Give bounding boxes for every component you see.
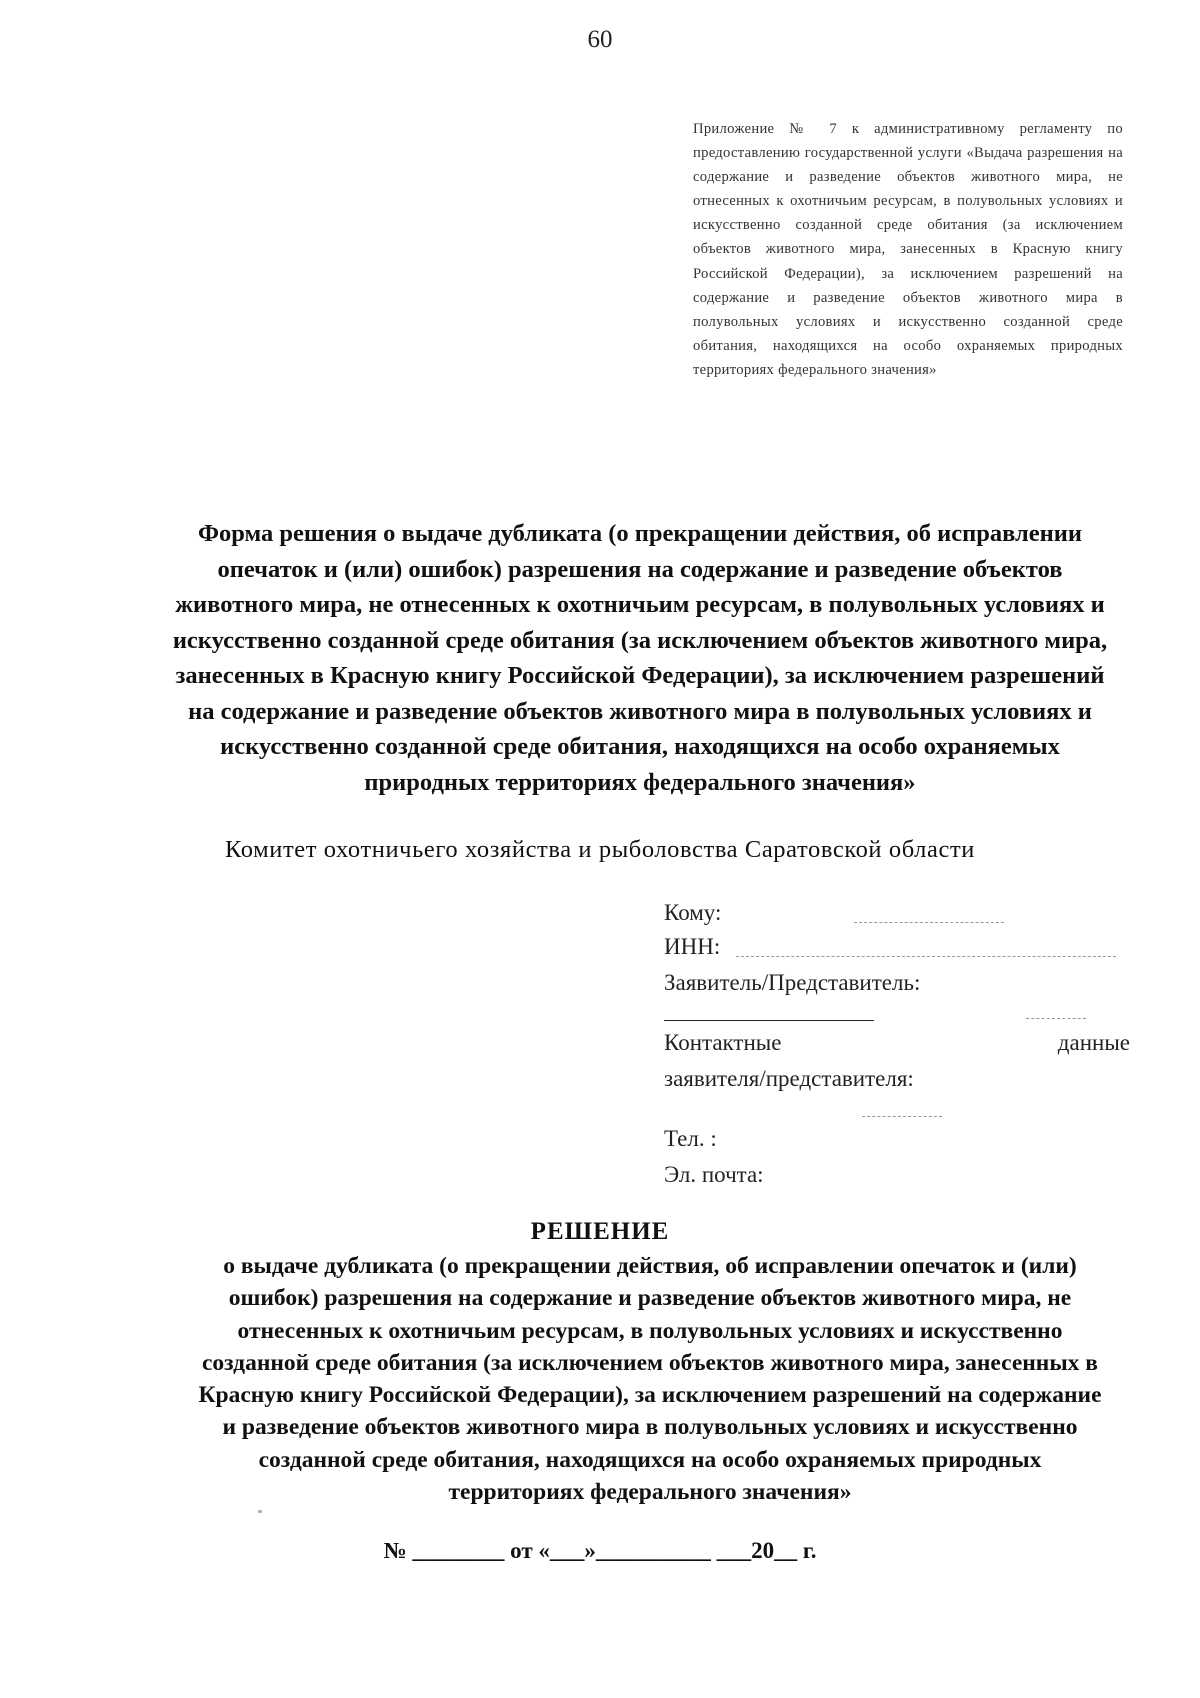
appendix-note: Приложение № 7 к административному регламенту по предоставлению государственной услуги «Выдача разрешения на содержание и разведение объектов животного мира, не отнесенных к охотничьим ресурсам, в полувольных условиях и искусственно созданной среде обитания (за исключением объектов животного мира, занесенных в Красную книгу Российской Федерации), за исключением разрешений на содержание и разведение объектов животного мира в полувольных условиях и искусственно созданной среде обитания, находящихся на особо охраняемых природных территориях федерального значения»	[693, 121, 1123, 378]
contact-label-right: данные	[1057, 1030, 1130, 1055]
to-label: Кому:	[664, 900, 722, 925]
decision-number-date-line: № ________ от «___»__________ ___20__ г.	[383, 1538, 817, 1563]
contact-label-left: Контактные	[664, 1030, 782, 1055]
page-number: 60	[587, 26, 613, 53]
applicant-field-extension[interactable]	[1026, 1018, 1086, 1019]
email-label: Эл. почта:	[664, 1162, 764, 1187]
scan-artifact	[258, 1510, 262, 1513]
contact-label-second: заявителя/представителя:	[664, 1066, 914, 1091]
decision-subject: о выдаче дубликата (о прекращении действия, об исправлении опечаток и (или) ошибок) разрешения на содержание и разведение объектов животного мира, не отнесенных к охотничьим ресурсам, в полувольных условиях и искусственно созданной среде обитания (за исключением объектов животного мира, занесенных в Красную книгу Российской Федерации), за исключением разрешений на содержание и разведение объектов животного мира в полувольных условиях и искусственно созданной среде обитания, находящихся на особо охраняемых природных территориях федерального значения»	[198, 1253, 1102, 1506]
form-title: Форма решения о выдаче дубликата (о прекращении действия, об исправлении опечаток и (или) ошибок) разрешения на содержание и разведение объектов животного мира, не отнесенных к охотничьим ресурсам, в полувольных условиях и искусственно созданной среде обитания (за исключением объектов животного мира, занесенных в Красную книгу Российской Федерации), за исключением разрешений на содержание и разведение объектов животного мира в полувольных условиях и искусственно созданной среде обитания, находящихся на особо охраняемых природных территориях федерального значения»	[172, 520, 1108, 796]
committee-name: Комитет охотничьего хозяйства и рыболовства Саратовской области	[225, 836, 975, 863]
applicant-field[interactable]	[664, 1020, 874, 1021]
contact-field[interactable]	[862, 1116, 942, 1117]
applicant-label: Заявитель/Представитель:	[664, 970, 921, 995]
inn-field[interactable]	[736, 956, 1116, 957]
phone-label: Тел. :	[664, 1126, 717, 1151]
inn-label: ИНН:	[664, 934, 721, 959]
decision-heading: РЕШЕНИЕ	[530, 1218, 670, 1245]
to-field[interactable]	[854, 922, 1004, 923]
